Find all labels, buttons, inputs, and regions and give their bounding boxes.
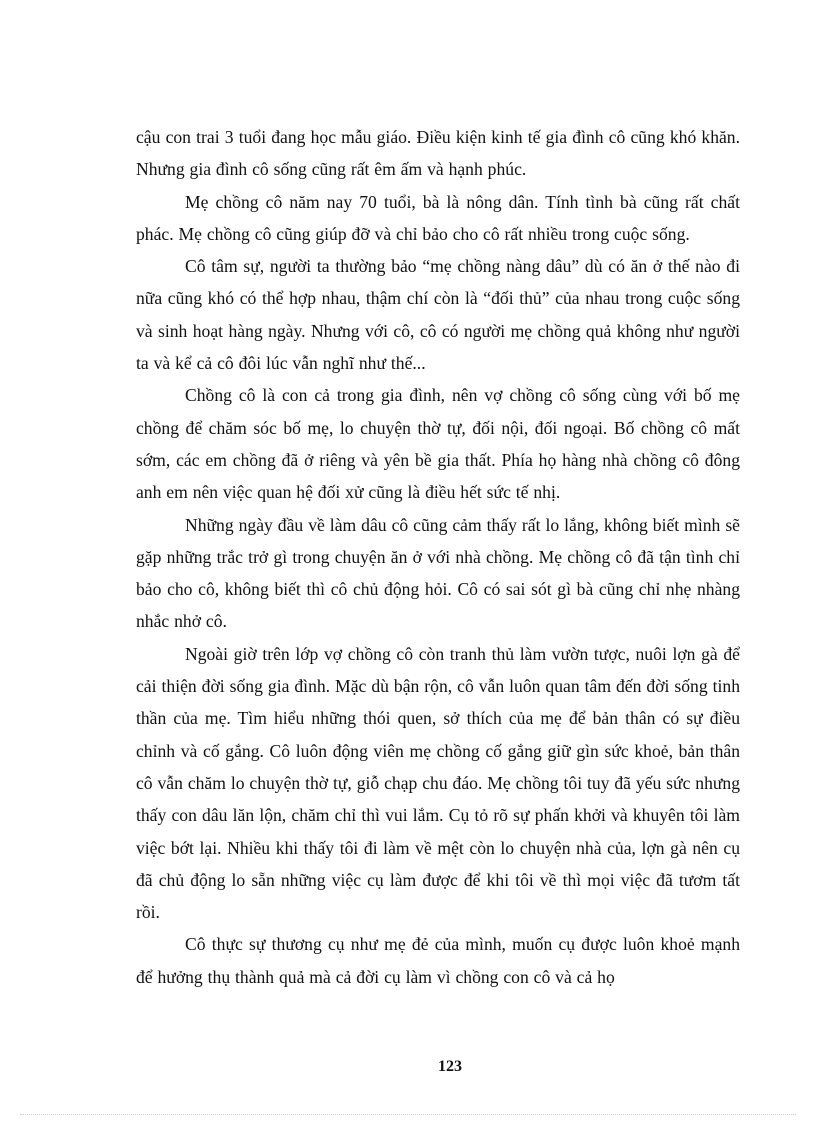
page-number: 123: [438, 1058, 462, 1075]
paragraph-4: Chồng cô là con cả trong gia đình, nên vợ chồng cô sống cùng với bố mẹ chồng để chăm sóc bố mẹ, lo chuyện thờ tự, đối nội, đối ngoại. Bố chồng cô mất sớm, các em chồng đã ở riêng và yên bề gia thất. Phía họ hàng nhà chồng cô đông anh em nên việc quan hệ đối xử cũng là điều hết sức tế nhị.: [136, 385, 740, 503]
paragraph-3: Cô tâm sự, người ta thường bảo “mẹ chồng nàng dâu” dù có ăn ở thế nào đi nữa cũng khó có thể hợp nhau, thậm chí còn là “đối thủ” của nhau trong cuộc sống và sinh hoạt hàng ngày. Nhưng với cô, cô có người mẹ chồng quả không như người ta và kể cả cô đôi lúc vẫn nghĩ như thế...: [136, 256, 740, 374]
paragraph-5: Những ngày đầu về làm dâu cô cũng cảm thấy rất lo lắng, không biết mình sẽ gặp những trắc trở gì trong chuyện ăn ở với nhà chồng. Mẹ chồng cô đã tận tình chỉ bảo cho cô, không biết thì cô chủ động hỏi. Cô có sai sót gì bà cũng chỉ nhẹ nhàng nhắc nhở cô.: [136, 514, 740, 632]
paragraph-1: cậu con trai 3 tuổi đang học mẫu giáo. Điều kiện kinh tế gia đình cô cũng khó khăn. Nhưng gia đình cô sống cũng rất êm ấm và hạnh phúc.: [136, 127, 740, 180]
paragraph-7: Cô thực sự thương cụ như mẹ đẻ của mình, muốn cụ được luôn khoẻ mạnh để hưởng thụ thành quả mà cả đời cụ làm vì chồng con cô và cả họ: [136, 934, 740, 987]
page-bottom-divider: [20, 1114, 796, 1115]
body-text: [136, 121, 740, 993]
paragraph-6: Ngoài giờ trên lớp vợ chồng cô còn tranh thủ làm vườn tược, nuôi lợn gà để cải thiện đời sống gia đình. Mặc dù bận rộn, cô vẫn luôn quan tâm đến đời sống tinh thần của mẹ. Tìm hiểu những thói quen, sở thích của mẹ để bản thân có sự điều chỉnh và cố gắng. Cô luôn động viên mẹ chồng cố gắng giữ gìn sức khoẻ, bản thân cô vẫn chăm lo chuyện thờ tự, giỗ chạp chu đáo. Mẹ chồng tôi tuy đã yếu sức nhưng thấy con dâu lăn lộn, chăm chỉ thì vui lắm. Cụ tỏ rõ sự phấn khởi và khuyên tôi làm việc bớt lại. Nhiều khi thấy tôi đi làm về mệt còn lo chuyện nhà của, lợn gà nên cụ đã chủ động lo sẵn những việc cụ làm được để khi tôi về thì mọi việc đã tươm tất rồi.: [136, 643, 740, 923]
paragraph-2: Mẹ chồng cô năm nay 70 tuổi, bà là nông dân. Tính tình bà cũng rất chất phác. Mẹ chồng cô cũng giúp đỡ và chỉ bảo cho cô rất nhiều trong cuộc sống.: [136, 191, 740, 244]
